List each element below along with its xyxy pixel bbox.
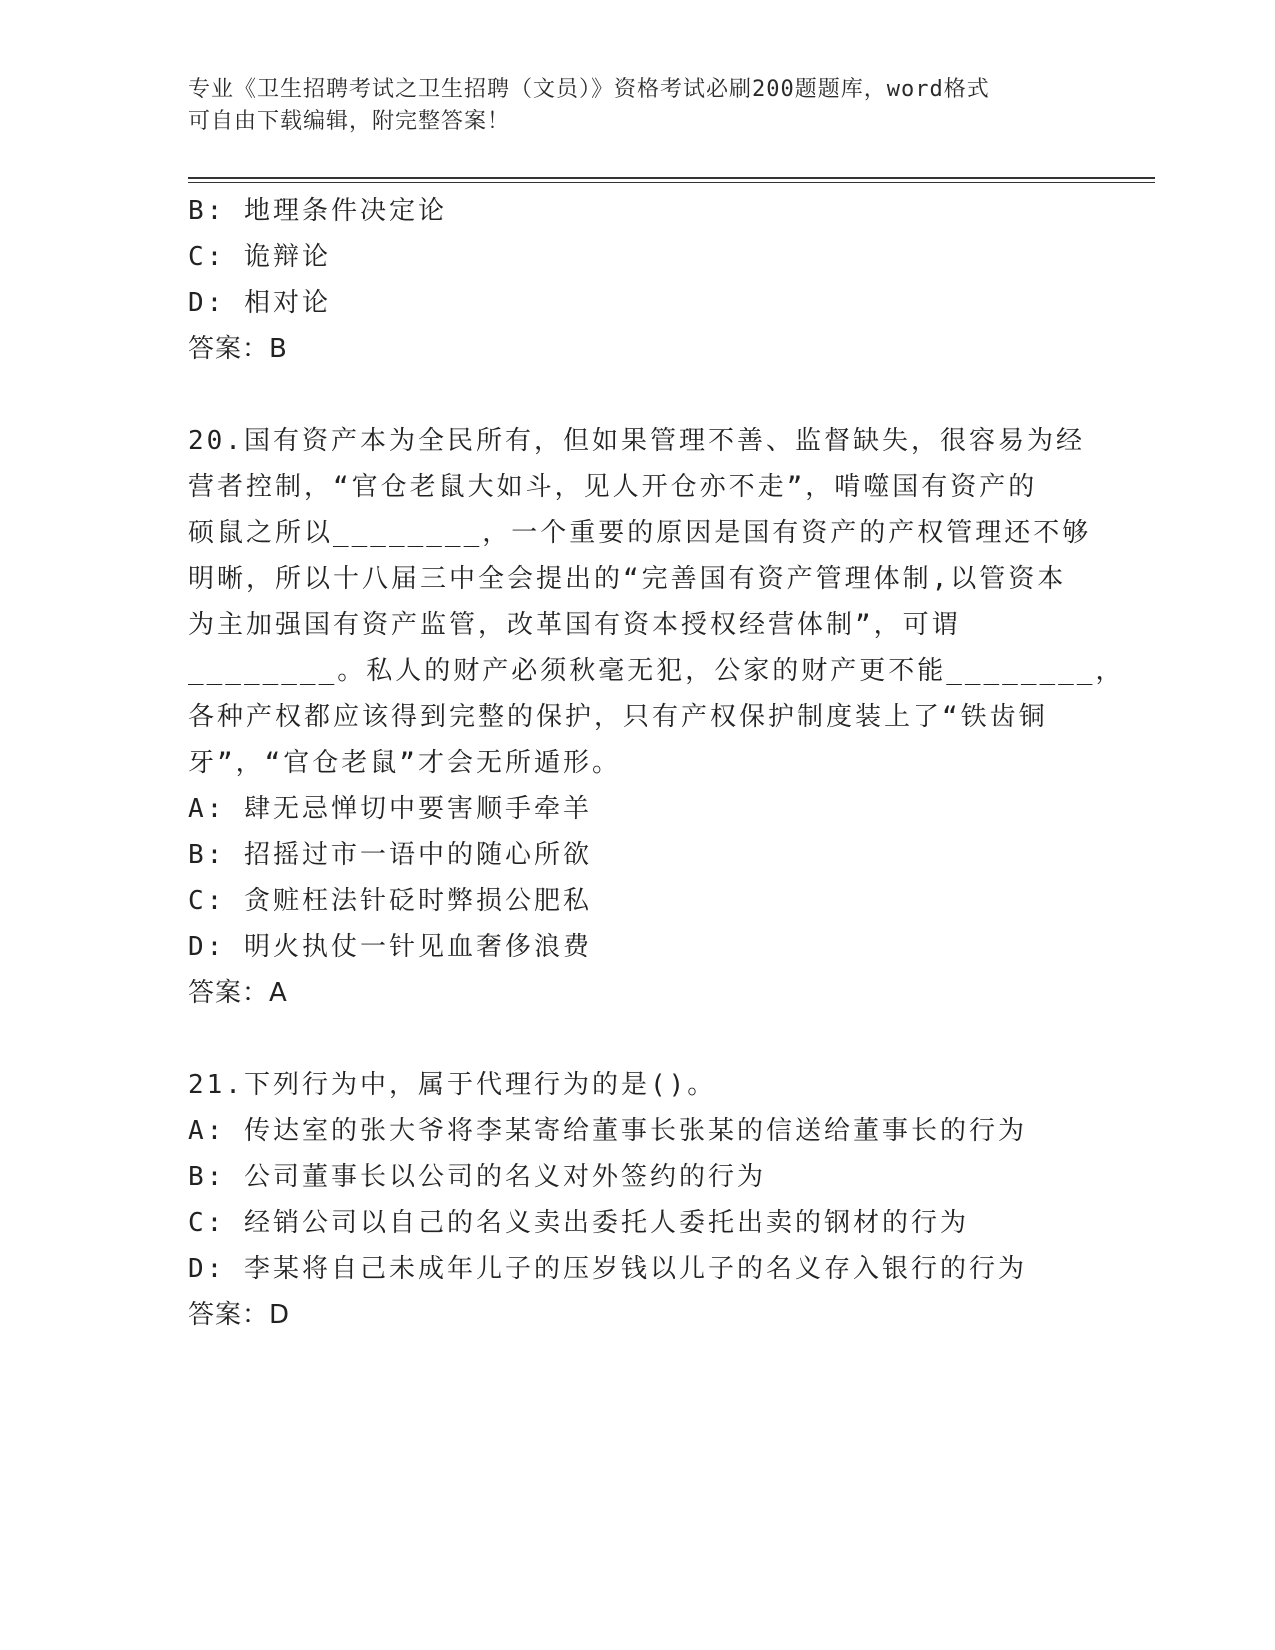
spacer xyxy=(188,1016,1088,1062)
option-d: D: 明火执仗一针见血奢侈浪费 xyxy=(188,932,592,962)
header-title-line-2: 可自由下载编辑，附完整答案！ xyxy=(188,109,511,134)
option-d: D: 李某将自己未成年儿子的压岁钱以儿子的名义存入银行的行为 xyxy=(188,1254,1027,1284)
option-a: A: 传达室的张大爷将李某寄给董事长张某的信送给董事长的行为 xyxy=(188,1116,1027,1146)
question-stem-line: 各种产权都应该得到完整的保护，只有产权保护制度装上了“铁齿铜 xyxy=(188,702,1048,732)
question-stem-line: 营者控制，“官仓老鼠大如斗，见人开仓亦不走”，啃噬国有资产的 xyxy=(188,472,1038,502)
question-stem-line: 牙”，“官仓老鼠”才会无所遁形。 xyxy=(188,748,621,778)
document-header xyxy=(188,74,1088,138)
answer-line: 答案：A xyxy=(188,978,288,1008)
answer-line: 答案：B xyxy=(188,334,288,364)
question-19-block xyxy=(188,188,1088,372)
answer-line: 答案：D xyxy=(188,1300,291,1330)
question-21-block xyxy=(188,1062,1088,1338)
option-c: C: 诡辩论 xyxy=(188,242,331,272)
option-b: B: 公司董事长以公司的名义对外签约的行为 xyxy=(188,1162,766,1192)
question-20-block xyxy=(188,418,1125,1016)
question-stem-line: 20.国有资产本为全民所有，但如果管理不善、监督缺失，很容易为经 xyxy=(188,426,1085,456)
option-b: B: 地理条件决定论 xyxy=(188,196,447,226)
question-stem-line: 硕鼠之所以________，一个重要的原因是国有资产的产权管理还不够 xyxy=(188,518,1092,548)
option-d: D: 相对论 xyxy=(188,288,331,318)
question-stem-line: 为主加强国有资产监管，改革国有资本授权经营体制”，可谓 xyxy=(188,610,961,640)
document-body xyxy=(188,188,1125,1338)
option-c: C: 贪赃枉法针砭时弊损公肥私 xyxy=(188,886,592,916)
option-c: C: 经销公司以自己的名义卖出委托人委托出卖的钢材的行为 xyxy=(188,1208,969,1238)
question-stem: 21.下列行为中，属于代理行为的是()。 xyxy=(188,1070,717,1100)
option-b: B: 招摇过市一语中的随心所欲 xyxy=(188,840,592,870)
spacer xyxy=(188,372,1088,418)
question-stem-line: 明晰，所以十八届三中全会提出的“完善国有资产管理体制,以管资本 xyxy=(188,564,1067,594)
header-divider-thick xyxy=(188,177,1155,179)
option-a: A: 肆无忌惮切中要害顺手牵羊 xyxy=(188,794,592,824)
header-divider-thin xyxy=(188,182,1155,183)
question-stem-line: ________。私人的财产必须秋毫无犯，公家的财产更不能________， xyxy=(188,656,1125,686)
header-title-line-1: 专业《卫生招聘考试之卫生招聘（文员）》资格考试必刷200题题库，word格式 xyxy=(188,77,990,102)
